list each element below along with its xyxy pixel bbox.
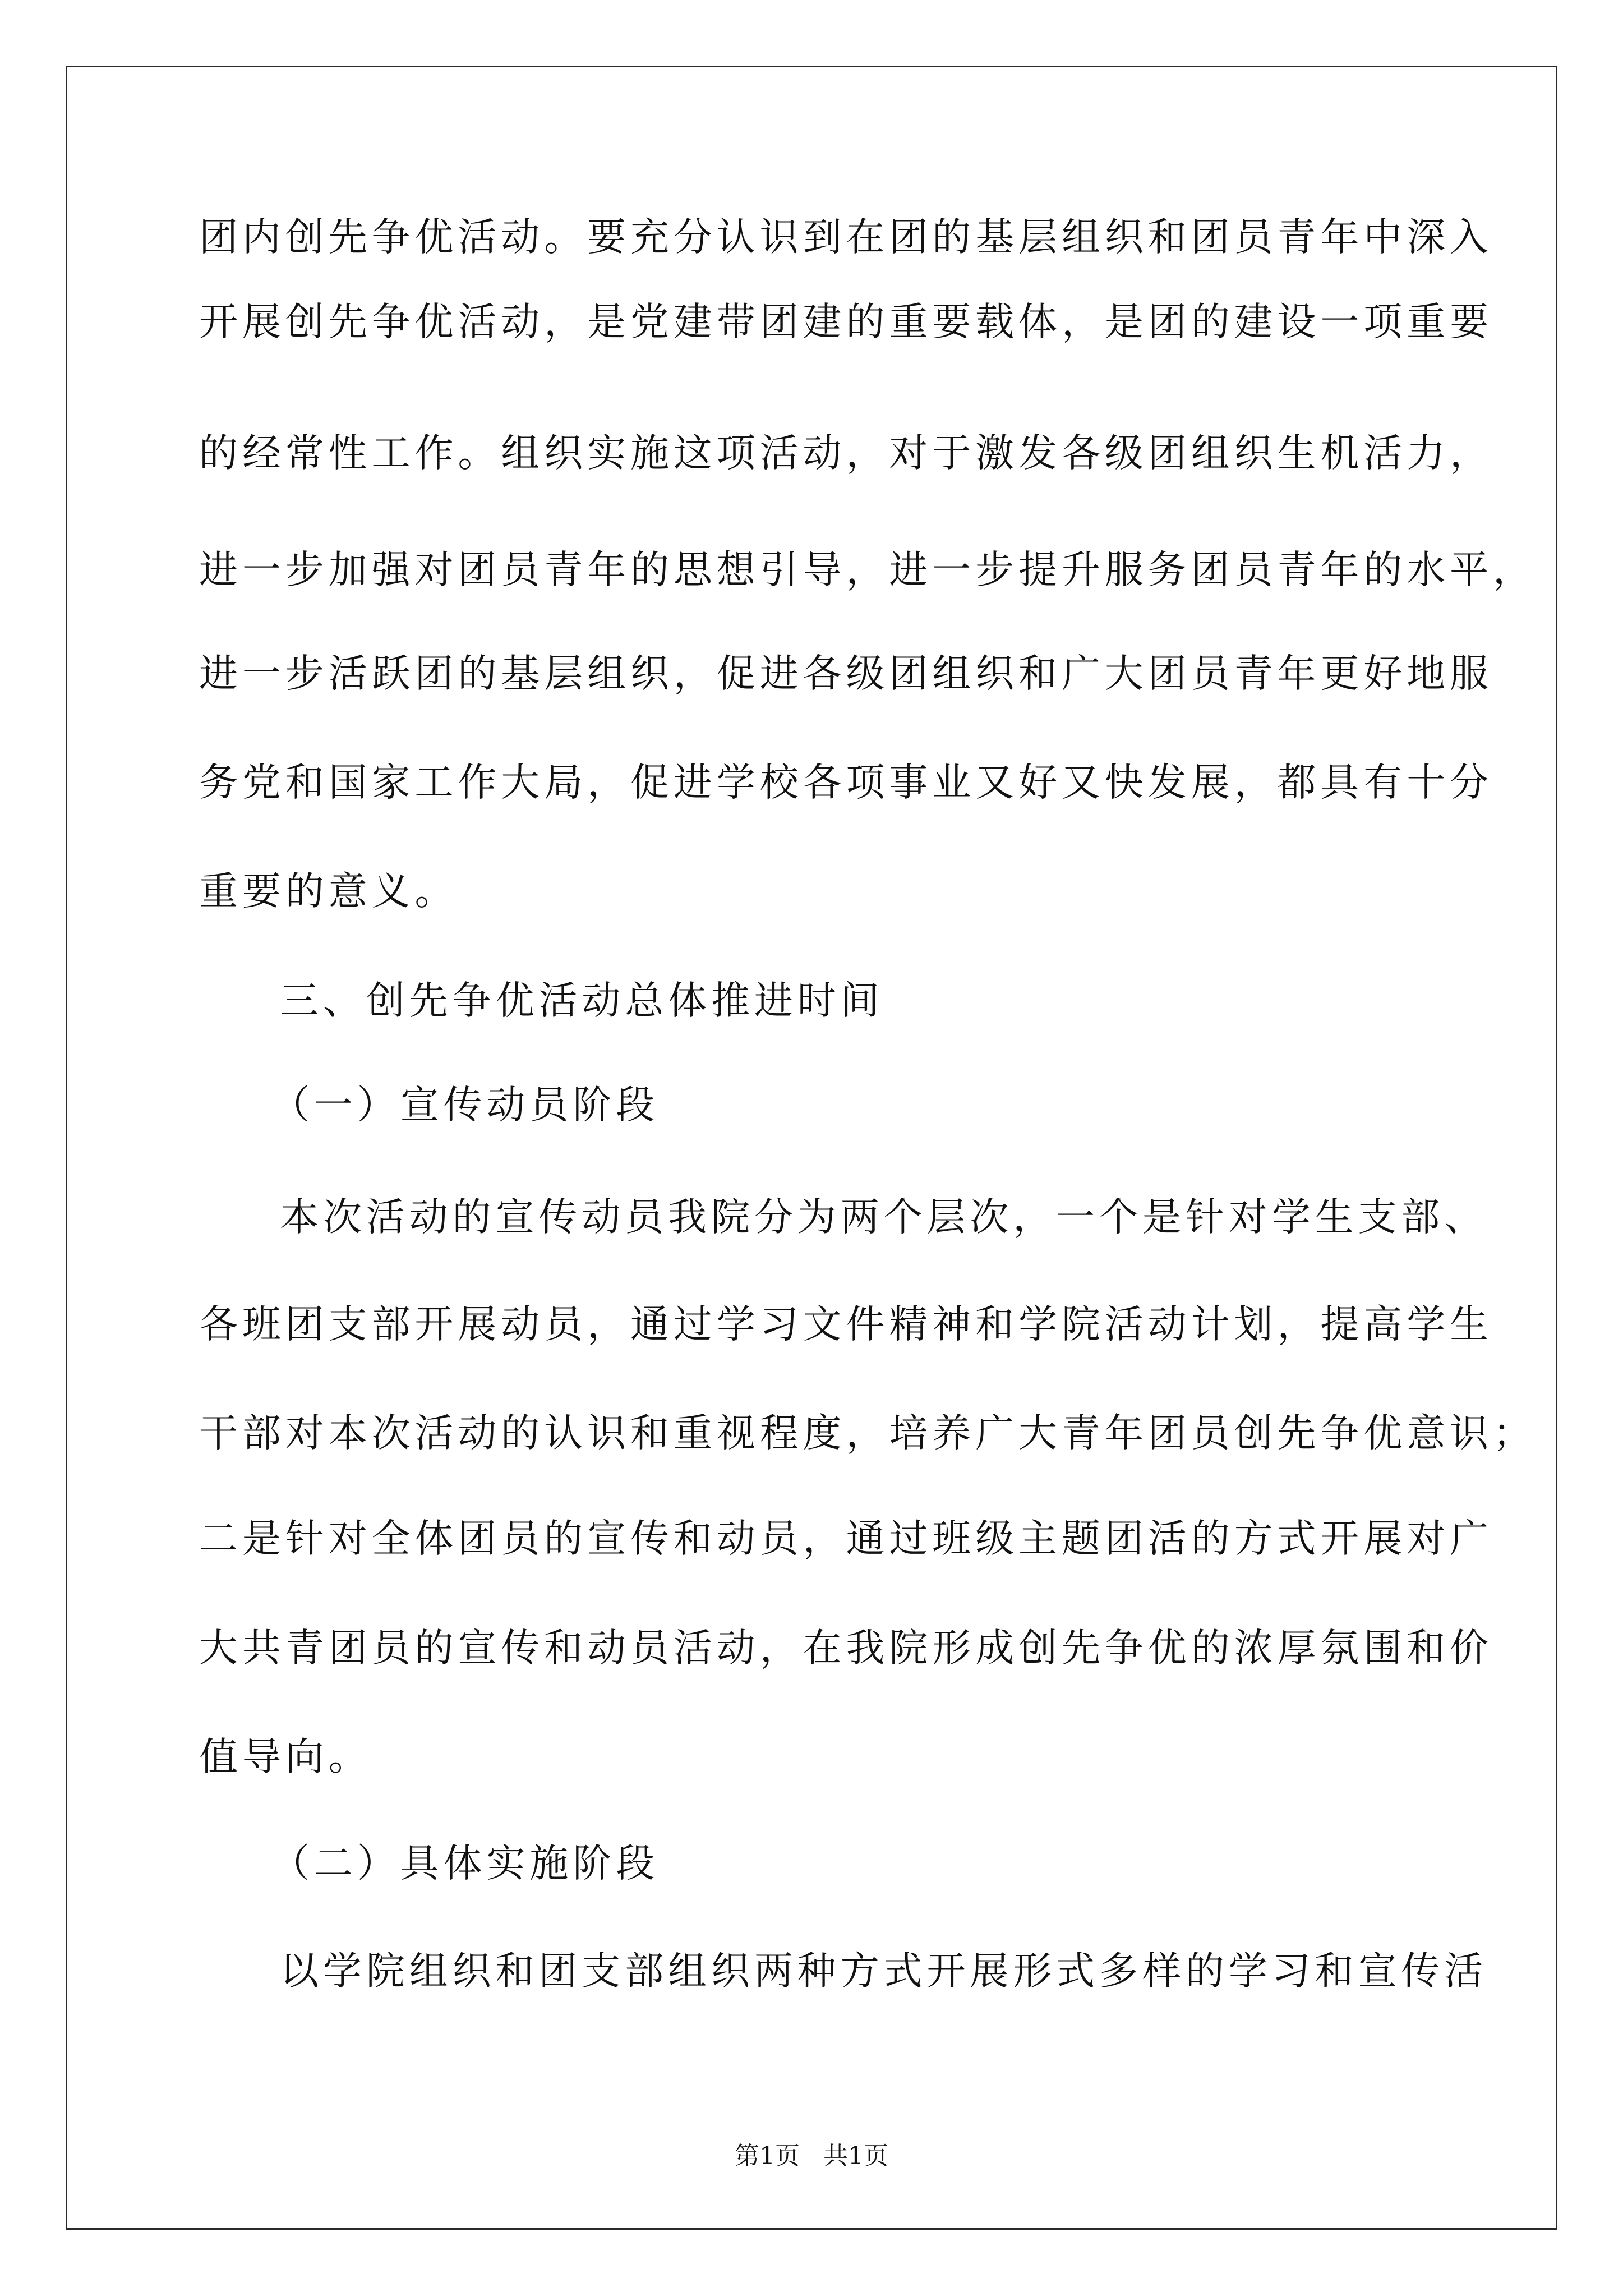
body-line: 团内创先争优活动。要充分认识到在团的基层组织和团员青年中深入 (199, 215, 1493, 260)
body-line: 二是针对全体团员的宣传和动员，通过班级主题团活的方式开展对广 (199, 1516, 1493, 1561)
page-border (66, 66, 1557, 2230)
body-line: 开展创先争优活动，是党建带团建的重要载体，是团的建设一项重要 (199, 300, 1493, 344)
body-line: 务党和国家工作大局，促进学校各项事业又好又快发展，都具有十分 (199, 760, 1493, 805)
subsection-heading: （一）宣传动员阶段 (271, 1083, 660, 1128)
body-line: 进一步加强对团员青年的思想引导，进一步提升服务团员青年的水平， (199, 547, 1536, 592)
page-total: 共1页 (823, 2142, 888, 2170)
subsection-heading: （二）具体实施阶段 (271, 1841, 660, 1886)
section-heading: 三、创先争优活动总体推进时间 (280, 978, 884, 1023)
body-line: 干部对本次活动的认识和重视程度，培养广大青年团员创先争优意识； (199, 1411, 1536, 1456)
page-footer (0, 2142, 1623, 2171)
body-line: 各班团支部开展动员，通过学习文件精神和学院活动计划，提高学生 (199, 1302, 1493, 1347)
body-line: 大共青团员的宣传和动员活动，在我院形成创先争优的浓厚氛围和价 (199, 1626, 1493, 1671)
page-number: 第1页 (735, 2142, 800, 2170)
body-line: 值导向。 (199, 1734, 372, 1779)
body-line: 本次活动的宣传动员我院分为两个层次，一个是针对学生支部、 (280, 1195, 1488, 1240)
body-line: 以学院组织和团支部组织两种方式开展形式多样的学习和宣传活 (280, 1949, 1488, 1994)
body-line: 重要的意义。 (199, 869, 458, 914)
body-line: 进一步活跃团的基层组织，促进各级团组织和广大团员青年更好地服 (199, 651, 1493, 696)
body-line: 的经常性工作。组织实施这项活动，对于激发各级团组织生机活力， (199, 431, 1493, 476)
